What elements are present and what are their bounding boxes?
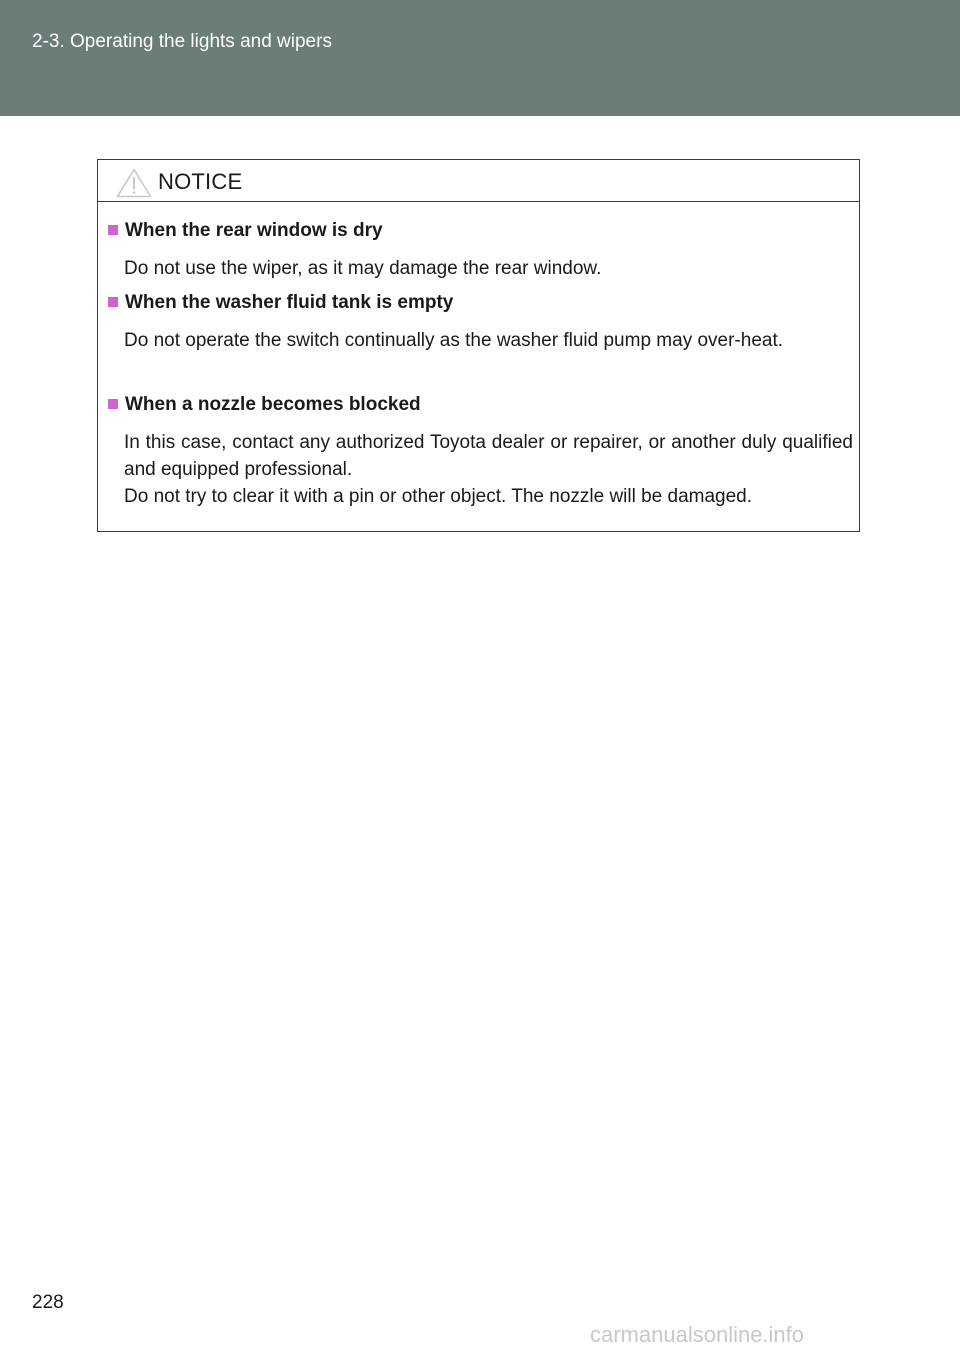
notice-item-heading (108, 220, 383, 242)
watermark: carmanualsonline.info (590, 1322, 805, 1347)
page-number: 228 (32, 1292, 64, 1313)
bullet-square-icon (108, 297, 118, 307)
notice-item-body-extra: Do not try to clear it with a pin or other object. The nozzle will be damaged. (124, 486, 753, 507)
notice-item-body: Do not use the wiper, as it may damage the rear window. (124, 258, 602, 279)
notice-box (97, 159, 860, 532)
notice-label: NOTICE (158, 169, 243, 194)
notice-item-body: Do not operate the switch continually as the washer fluid pump may over-heat. (124, 330, 784, 351)
notice-item-heading-text: When a nozzle becomes blocked (125, 394, 421, 415)
notice-item-heading (108, 394, 421, 416)
notice-header (98, 160, 859, 202)
warning-triangle-icon (116, 168, 152, 198)
bullet-square-icon (108, 399, 118, 409)
bullet-square-icon (108, 225, 118, 235)
notice-item-heading-text: When the washer fluid tank is empty (125, 292, 454, 313)
notice-item-heading (108, 292, 453, 314)
notice-item-heading-text: When the rear window is dry (125, 220, 383, 241)
section-title: 2-3. Operating the lights and wipers (32, 31, 332, 52)
header-band (0, 0, 960, 116)
notice-item-body: In this case, contact any authorized Toyota dealer or repairer, or another duly qualified and equipped professional. (124, 432, 853, 480)
